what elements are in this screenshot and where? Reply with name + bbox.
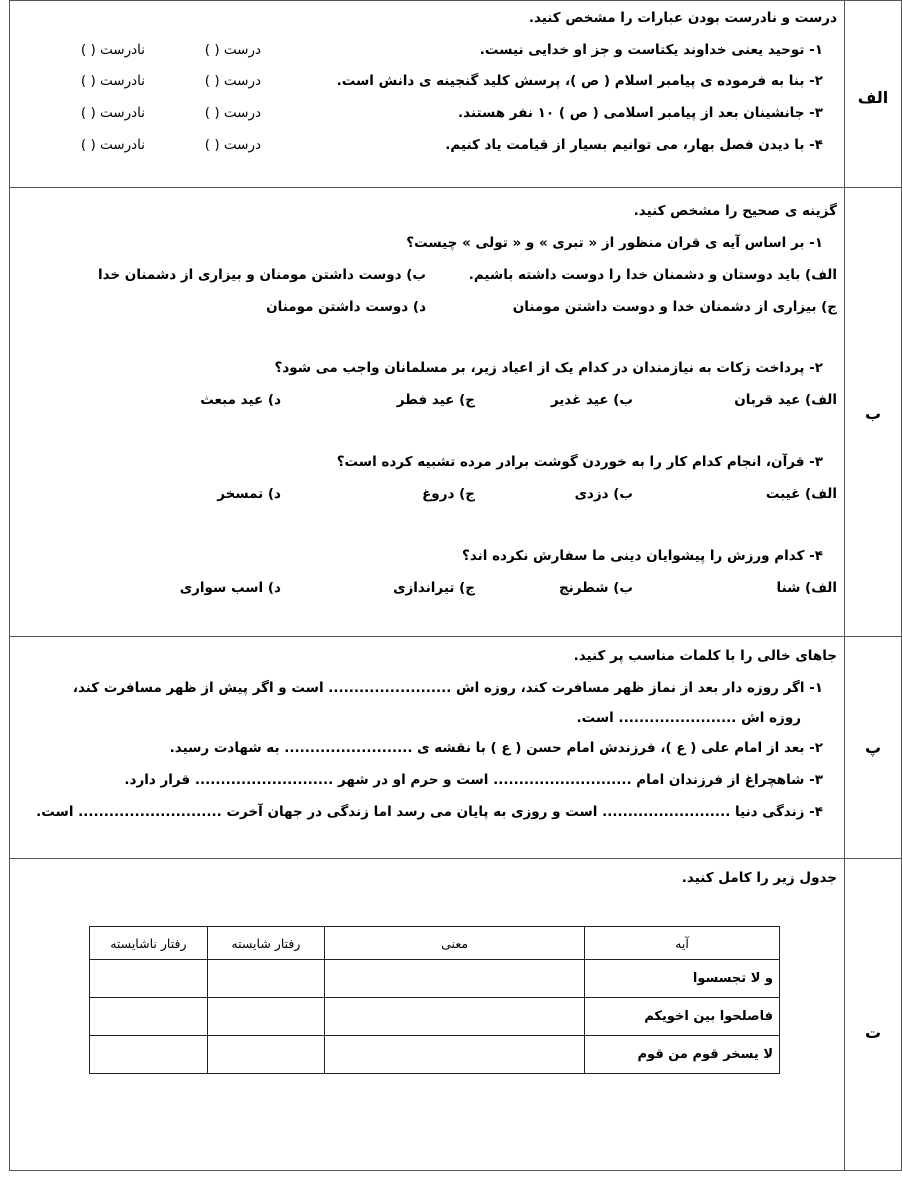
table-cell-meaning[interactable] bbox=[325, 1036, 585, 1074]
table-row bbox=[90, 960, 780, 998]
alef-item-3-true[interactable]: درست ( ) bbox=[204, 105, 261, 121]
be-q2-option-a[interactable]: الف) عید قربان bbox=[734, 392, 837, 408]
be-q3-question: ۳- قرآن، انجام کدام کار را به خوردن گوشت برادر مرده تشبیه کرده است؟ bbox=[336, 454, 823, 470]
table-header-bad-behavior: رفتار ناشایسته bbox=[90, 927, 208, 960]
be-q1-option-b[interactable]: ب) دوست داشتن مومنان و بیزاری از دشمنان خدا bbox=[97, 267, 426, 283]
table-row bbox=[90, 998, 780, 1036]
pe-item-4: ۴- زندگی دنیا ......................... است و روزی به پایان می رسد اما زندگی در جهان آخرت ............................ است. bbox=[36, 804, 823, 820]
divider-be-pe bbox=[9, 636, 902, 637]
be-q2-option-b[interactable]: ب) عید غدیر bbox=[550, 392, 633, 408]
alef-item-2: ۲- بنا به فرموده ی پیامبر اسلام ( ص )، پرسش کلید گنجینه ی دانش است. bbox=[336, 73, 823, 89]
be-q1-question: ۱- بر اساس آیه ی قران منظور از « تبری » و « تولی » چیست؟ bbox=[406, 235, 823, 251]
section-label-pe: پ bbox=[864, 738, 882, 757]
be-q2-option-c[interactable]: ج) عید فطر bbox=[396, 392, 475, 408]
pe-instruction: جاهای خالی را با کلمات مناسب پر کنید. bbox=[573, 648, 837, 664]
be-q1-option-a[interactable]: الف) باید دوستان و دشمنان خدا را دوست داشته باشیم. bbox=[468, 267, 837, 283]
left-border bbox=[9, 0, 10, 1171]
be-q3-option-b[interactable]: ب) دزدی bbox=[574, 486, 633, 502]
label-column-divider bbox=[844, 0, 845, 1171]
alef-item-4-true[interactable]: درست ( ) bbox=[204, 137, 261, 153]
be-instruction: گزینه ی صحیح را مشخص کنید. bbox=[633, 203, 837, 219]
table-cell-good[interactable] bbox=[207, 960, 324, 998]
alef-item-4-false[interactable]: نادرست ( ) bbox=[80, 137, 145, 153]
te-instruction: جدول زیر را کامل کنید. bbox=[681, 870, 837, 886]
table-cell-ayah: و لا تجسسوا bbox=[585, 960, 780, 998]
alef-item-3: ۳- جانشینان بعد از پیامبر اسلامی ( ص ) ۱۰ نفر هستند. bbox=[458, 105, 823, 121]
be-q1-option-c[interactable]: ج) بیزاری از دشمنان خدا و دوست داشتن مومنان bbox=[512, 299, 837, 315]
table-row bbox=[90, 1036, 780, 1074]
table-cell-bad[interactable] bbox=[90, 1036, 208, 1074]
table-cell-ayah: لا یسخر قوم من قوم bbox=[585, 1036, 780, 1074]
alef-item-2-false[interactable]: نادرست ( ) bbox=[80, 73, 145, 89]
alef-item-4: ۴- با دیدن فصل بهار، می توانیم بسیار از قیامت یاد کنیم. bbox=[445, 137, 823, 153]
be-q2-option-d[interactable]: د) عید مبعث bbox=[200, 392, 281, 408]
be-q4-option-c[interactable]: ج) تیراندازی bbox=[393, 580, 475, 596]
be-q4-question: ۴- کدام ورزش را پیشوایان دینی ما سفارش نکرده اند؟ bbox=[462, 548, 823, 564]
top-border bbox=[9, 0, 902, 1]
table-cell-good[interactable] bbox=[207, 998, 324, 1036]
te-table bbox=[89, 926, 780, 1074]
divider-alef-be bbox=[9, 187, 902, 188]
table-cell-bad[interactable] bbox=[90, 998, 208, 1036]
table-cell-good[interactable] bbox=[207, 1036, 324, 1074]
pe-item-3: ۳- شاهچراغ از فرزندان امام ........................... است و حرم او در شهر ........................... قرار دارد. bbox=[124, 772, 823, 788]
be-q4-option-b[interactable]: ب) شطرنج bbox=[558, 580, 633, 596]
section-label-alef: الف bbox=[857, 88, 889, 107]
section-label-be: ب bbox=[864, 404, 882, 423]
alef-item-1-false[interactable]: نادرست ( ) bbox=[80, 42, 145, 58]
table-header-row bbox=[90, 927, 780, 960]
be-q3-option-a[interactable]: الف) غیبت bbox=[765, 486, 837, 502]
be-q4-option-d[interactable]: د) اسب سواری bbox=[179, 580, 281, 596]
alef-item-2-true[interactable]: درست ( ) bbox=[204, 73, 261, 89]
alef-item-3-false[interactable]: نادرست ( ) bbox=[80, 105, 145, 121]
table-cell-meaning[interactable] bbox=[325, 960, 585, 998]
pe-item-2: ۲- بعد از امام علی ( ع )، فرزندش امام حسن ( ع ) با نقشه ی ......................... به شهادت رسید. bbox=[169, 740, 823, 756]
be-q1-option-d[interactable]: د) دوست داشتن مومنان bbox=[266, 299, 426, 315]
table-header-ayah: آیه bbox=[585, 927, 780, 960]
table-header-meaning: معنی bbox=[325, 927, 585, 960]
alef-item-1: ۱- توحید یعنی خداوند یکتاست و جز او خدایی نیست. bbox=[479, 42, 823, 58]
table-cell-meaning[interactable] bbox=[325, 998, 585, 1036]
be-q3-option-c[interactable]: ج) دروغ bbox=[422, 486, 475, 502]
exam-sheet bbox=[9, 0, 901, 1171]
table-header-good-behavior: رفتار شایسته bbox=[207, 927, 324, 960]
be-q4-option-a[interactable]: الف) شنا bbox=[776, 580, 837, 596]
table-cell-ayah: فاصلحوا بین اخویکم bbox=[585, 998, 780, 1036]
table-cell-bad[interactable] bbox=[90, 960, 208, 998]
divider-pe-te bbox=[9, 858, 902, 859]
section-label-te: ت bbox=[864, 1023, 882, 1042]
alef-item-1-true[interactable]: درست ( ) bbox=[204, 42, 261, 58]
be-q3-option-d[interactable]: د) تمسخر bbox=[217, 486, 281, 502]
bottom-border bbox=[9, 1170, 902, 1171]
pe-item-1-cont: روزه اش ....................... است. bbox=[576, 710, 801, 726]
alef-instruction: درست و نادرست بودن عبارات را مشخص کنید. bbox=[528, 10, 837, 26]
be-q2-question: ۲- پرداخت زکات به نیازمندان در کدام یک از اعیاد زیر، بر مسلمانان واجب می شود؟ bbox=[274, 360, 823, 376]
pe-item-1: ۱- اگر روزه دار بعد از نماز ظهر مسافرت کند، روزه اش ........................ است و اگر پیش از ظهر مسافرت کند، bbox=[72, 680, 823, 696]
